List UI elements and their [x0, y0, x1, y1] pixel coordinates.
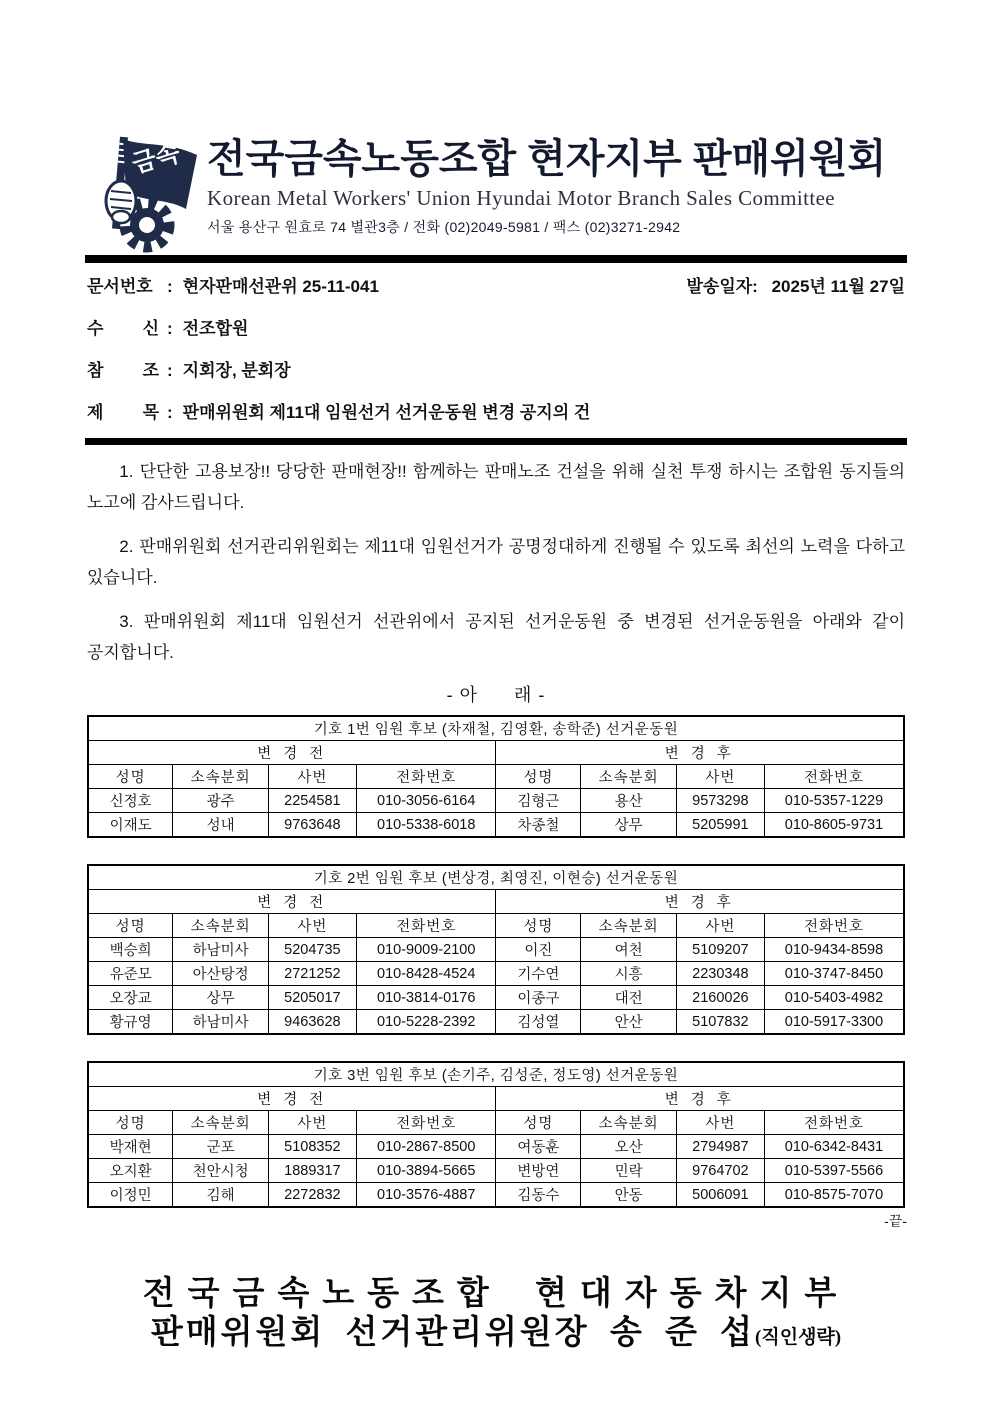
column-header-row [88, 914, 904, 938]
table-cell: 김해 [173, 1183, 268, 1208]
table-cell: 010-9434-8598 [764, 938, 904, 962]
table-cell: 변방연 [496, 1159, 581, 1183]
table-cell: 시흥 [581, 962, 676, 986]
table-cell: 김동수 [496, 1183, 581, 1208]
table-cell: 010-5357-1229 [764, 789, 904, 813]
table-cell: 010-3894-5665 [356, 1159, 496, 1183]
table-cell: 010-5917-3300 [764, 1010, 904, 1035]
below-divider: - 아 래 - [446, 685, 546, 705]
table-cell: 황규영 [88, 1010, 173, 1035]
table-cell: 010-3056-6164 [356, 789, 496, 813]
change-table-1 [87, 715, 905, 838]
column-header: 사번 [676, 914, 764, 938]
subject-label: 제 목 [87, 403, 159, 422]
column-header: 소속분회 [581, 1111, 676, 1135]
before-label: 변 경 전 [88, 1087, 496, 1111]
column-header: 전화번호 [356, 914, 496, 938]
union-logo [85, 133, 201, 253]
table-cell: 010-3814-0176 [356, 986, 496, 1010]
column-header: 성명 [496, 914, 581, 938]
end-mark: -끝- [884, 1213, 907, 1229]
separator: : [167, 277, 173, 296]
table-row [88, 1135, 904, 1159]
divider-subject [85, 438, 907, 445]
column-header-row [88, 765, 904, 789]
table-cell: 신정호 [88, 789, 173, 813]
table-cell: 5205017 [268, 986, 356, 1010]
table-title-row [88, 716, 904, 741]
table-cell: 9573298 [676, 789, 764, 813]
column-header-row [88, 1111, 904, 1135]
tables-section [85, 715, 907, 1208]
table-cell: 안산 [581, 1010, 676, 1035]
table-cell: 오지환 [88, 1159, 173, 1183]
table-cell: 김성열 [496, 1010, 581, 1035]
table-cell: 2794987 [676, 1135, 764, 1159]
table-cell: 010-8605-9731 [764, 813, 904, 838]
separator: : [167, 403, 173, 422]
org-subtitle-english: Korean Metal Workers' Union Hyundai Motor Branch Sales Committee [207, 186, 836, 210]
column-header: 소속분회 [581, 914, 676, 938]
table-cell: 2721252 [268, 962, 356, 986]
before-label: 변 경 전 [88, 741, 496, 765]
doc-number-label: 문서번호 [87, 277, 153, 296]
column-header: 소속분회 [173, 1111, 268, 1135]
table-cell: 안동 [581, 1183, 676, 1208]
table-cell: 010-3576-4887 [356, 1183, 496, 1208]
after-label: 변 경 후 [496, 890, 904, 914]
recipient-label: 수 신 [87, 319, 159, 338]
table-cell: 오장교 [88, 986, 173, 1010]
table-row [88, 938, 904, 962]
table-cell: 5205991 [676, 813, 764, 838]
change-table-3 [87, 1061, 905, 1208]
table-cell: 5109207 [676, 938, 764, 962]
table-cell: 하남미사 [173, 1010, 268, 1035]
table-cell: 5006091 [676, 1183, 764, 1208]
column-header: 성명 [88, 1111, 173, 1135]
table-row [88, 962, 904, 986]
seal-omitted-note: (직인생략) [755, 1327, 842, 1348]
divider-top [85, 255, 907, 263]
table-cell: 여동훈 [496, 1135, 581, 1159]
column-header: 성명 [88, 765, 173, 789]
table-cell: 상무 [581, 813, 676, 838]
change-phase-row [88, 1087, 904, 1111]
table-cell: 박재현 [88, 1135, 173, 1159]
table-cell: 기수연 [496, 962, 581, 986]
paragraph-1: 1. 단단한 고용보장!! 당당한 판매현장!! 함께하는 판매노조 건설을 위해 실천 투쟁 하시는 조합원 동지들의 노고에 감사드립니다. [87, 462, 905, 512]
table-cell: 아산탕정 [173, 962, 268, 986]
table-cell: 010-5403-4982 [764, 986, 904, 1010]
paragraph-3: 3. 판매위원회 제11대 임원선거 선관위에서 공지된 선거운동원 중 변경된 선거운동원을 아래와 같이 공지합니다. [87, 612, 905, 662]
cc-label: 참 조 [87, 361, 159, 380]
table-title: 기호 2번 임원 후보 (변상경, 최영진, 이현승) 선거운동원 [88, 865, 904, 890]
table-cell: 이정민 [88, 1183, 173, 1208]
table-cell: 백승희 [88, 938, 173, 962]
table-cell: 010-8575-7070 [764, 1183, 904, 1208]
table-cell: 이종구 [496, 986, 581, 1010]
column-header: 소속분회 [581, 765, 676, 789]
table-cell: 1889317 [268, 1159, 356, 1183]
table-title: 기호 3번 임원 후보 (손기주, 김성준, 정도영) 선거운동원 [88, 1062, 904, 1087]
table-cell: 용산 [581, 789, 676, 813]
table-cell: 5204735 [268, 938, 356, 962]
after-label: 변 경 후 [496, 1087, 904, 1111]
recipient-value: 전조합원 [182, 319, 249, 338]
change-phase-row [88, 890, 904, 914]
table-cell: 오산 [581, 1135, 676, 1159]
table-row [88, 1159, 904, 1183]
table-cell: 9463628 [268, 1010, 356, 1035]
table-cell: 2230348 [676, 962, 764, 986]
table-title-row [88, 1062, 904, 1087]
table-cell: 5107832 [676, 1010, 764, 1035]
table-cell: 군포 [173, 1135, 268, 1159]
table-cell: 여천 [581, 938, 676, 962]
subject-value: 판매위원회 제11대 임원선거 선거운동원 변경 공지의 건 [182, 403, 591, 422]
table-cell: 010-5338-6018 [356, 813, 496, 838]
body-text [85, 445, 907, 707]
table-title: 기호 1번 임원 후보 (차재철, 김영환, 송학준) 선거운동원 [88, 716, 904, 741]
table-cell: 유준모 [88, 962, 173, 986]
send-date-value: 2025년 11월 27일 [771, 277, 905, 296]
table-cell: 광주 [173, 789, 268, 813]
table-cell: 2254581 [268, 789, 356, 813]
column-header: 성명 [496, 765, 581, 789]
table-cell: 010-9009-2100 [356, 938, 496, 962]
table-row [88, 813, 904, 838]
table-cell: 9763648 [268, 813, 356, 838]
column-header: 전화번호 [764, 1111, 904, 1135]
cc-value: 지회장, 분회장 [182, 361, 291, 380]
before-label: 변 경 전 [88, 890, 496, 914]
after-label: 변 경 후 [496, 741, 904, 765]
column-header: 사번 [676, 1111, 764, 1135]
document-meta [85, 263, 907, 423]
table-cell: 010-5397-5566 [764, 1159, 904, 1183]
union-flag-logo-icon [85, 133, 201, 253]
table-cell: 김형근 [496, 789, 581, 813]
change-table-2 [87, 864, 905, 1035]
column-header: 소속분회 [173, 765, 268, 789]
table-cell: 010-8428-4524 [356, 962, 496, 986]
table-cell: 민락 [581, 1159, 676, 1183]
table-cell: 차종철 [496, 813, 581, 838]
logo-text: 금속 [128, 138, 184, 179]
table-cell: 010-5228-2392 [356, 1010, 496, 1035]
table-cell: 9764702 [676, 1159, 764, 1183]
table-cell: 010-2867-8500 [356, 1135, 496, 1159]
column-header: 성명 [496, 1111, 581, 1135]
send-date-label: 발송일자: [686, 277, 758, 296]
column-header: 전화번호 [764, 765, 904, 789]
column-header: 전화번호 [356, 1111, 496, 1135]
column-header: 성명 [88, 914, 173, 938]
change-phase-row [88, 741, 904, 765]
letterhead [85, 133, 907, 255]
table-row [88, 1183, 904, 1208]
fist-icon [106, 181, 136, 223]
column-header: 사번 [268, 914, 356, 938]
separator: : [167, 319, 173, 338]
table-cell: 이진 [496, 938, 581, 962]
table-cell: 2272832 [268, 1183, 356, 1208]
table-title-row [88, 865, 904, 890]
table-row [88, 986, 904, 1010]
table-cell: 010-3747-8450 [764, 962, 904, 986]
column-header: 전화번호 [764, 914, 904, 938]
table-cell: 하남미사 [173, 938, 268, 962]
table-cell: 010-6342-8431 [764, 1135, 904, 1159]
table-cell: 상무 [173, 986, 268, 1010]
org-address: 서울 용산구 원효로 74 별관3층 / 전화 (02)2049-5981 / 팩스 (02)3271-2942 [207, 219, 681, 235]
paragraph-2: 2. 판매위원회 선거관리위원회는 제11대 임원선거가 공명정대하게 진행될 수 있도록 최선의 노력을 다하고 있습니다. [87, 537, 905, 587]
signature-title-name: 판매위원회 선거관리위원장 송 준 섭 [150, 1315, 756, 1351]
org-title: 전국금속노동조합 현자지부 판매위원회 [207, 137, 887, 181]
column-header: 사번 [268, 1111, 356, 1135]
table-cell: 이재도 [88, 813, 173, 838]
column-header: 사번 [676, 765, 764, 789]
signature-name-line [85, 1313, 907, 1358]
table-cell: 5108352 [268, 1135, 356, 1159]
separator: : [167, 361, 173, 380]
table-cell: 2160026 [676, 986, 764, 1010]
table-row [88, 1010, 904, 1035]
table-row [88, 789, 904, 813]
table-cell: 천안시청 [173, 1159, 268, 1183]
footer-signature [85, 1275, 907, 1358]
column-header: 소속분회 [173, 914, 268, 938]
doc-number-value: 현자판매선관위 25-11-041 [182, 277, 379, 296]
column-header: 사번 [268, 765, 356, 789]
column-header: 전화번호 [356, 765, 496, 789]
signature-org-line: 전국금속노동조합 현대자동차지부 [142, 1276, 850, 1312]
table-cell: 성내 [173, 813, 268, 838]
table-cell: 대전 [581, 986, 676, 1010]
